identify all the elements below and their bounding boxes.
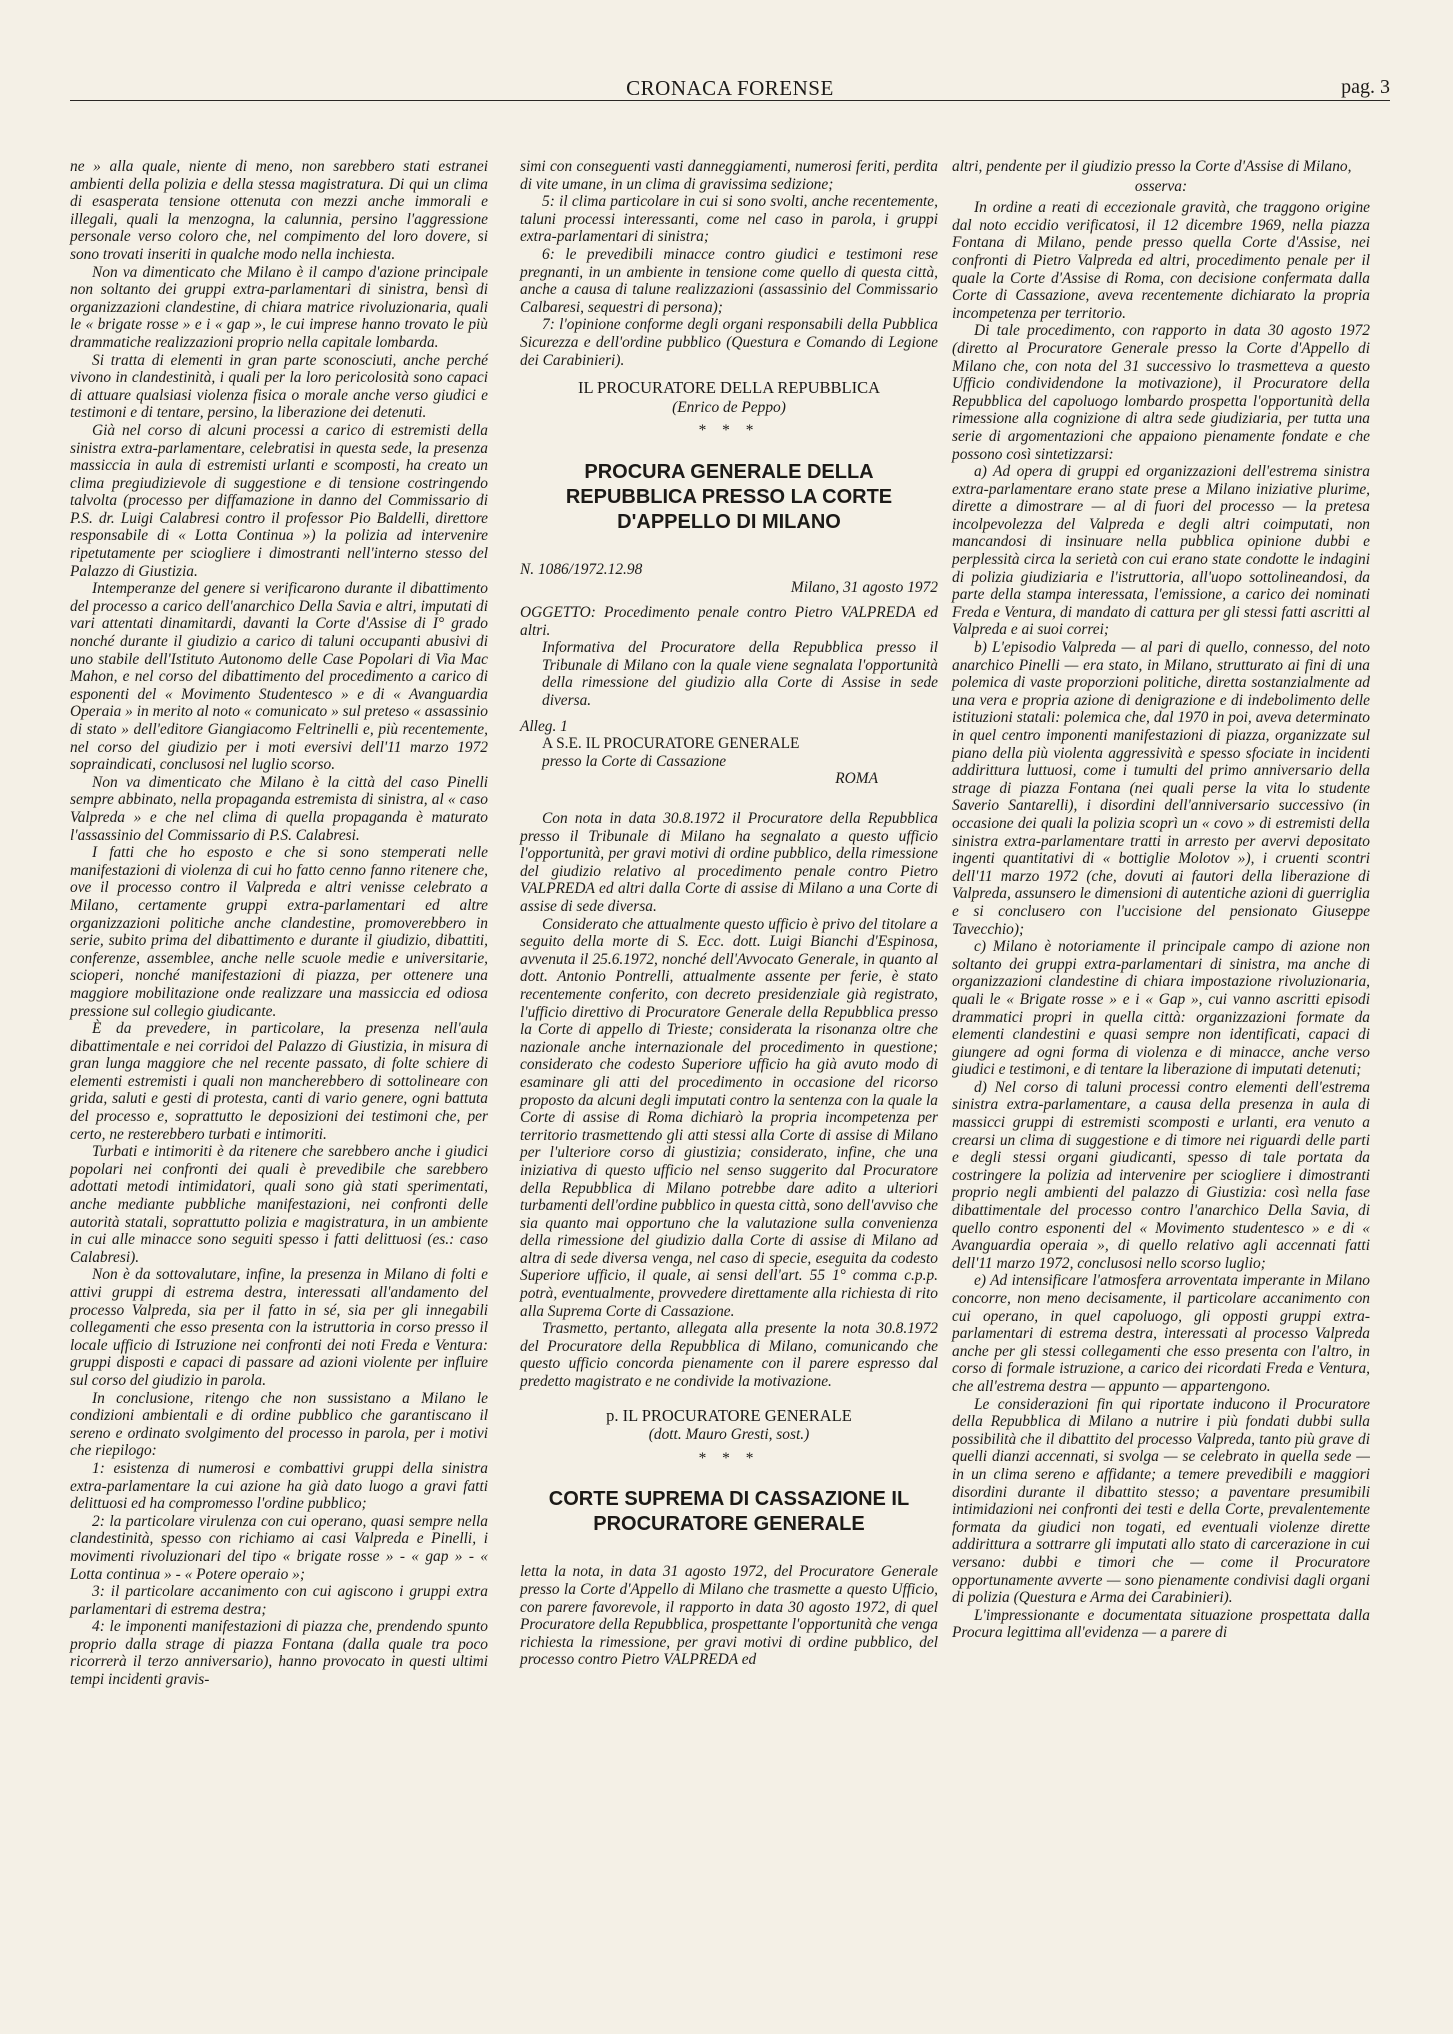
- list-item: simi con conseguenti vasti danneggiamenti, numerosi feriti, perdita di vite umane, in un clima di gravissima sedizione;: [520, 158, 938, 193]
- list-item: 1: esistenza di numerosi e combattivi gruppi della sinistra extra-parlamentare la cui azione ha già dato luogo a gravi fatti delittuosi ed ha compromesso l'ordine pubblico;: [70, 1459, 488, 1513]
- attachment-label: Alleg. 1: [520, 717, 568, 735]
- osserva-label: osserva:: [1134, 177, 1188, 195]
- paragraph: Le considerazioni fin qui riportate inducono il Procuratore della Repubblica di Milano a nutrire i più fondati dubbi sulla possibilità che il dibattito del processo Valpreda, tanto più grave di quelli dianzi accennati, si svolga — se celebrato in quella sede — in un clima sereno e affidante; a temere prevedibili e maggiori disordini durante il dibattito stesso; a paventare presumibili intimidazioni nei confronti dei testi e della Corte, prevalentemente formata da giudici non togati, ed eventuali violenze dirette addirittura a sottrarre gli imputati allo stato di carcerazione in cui versano: dubbi e timori che — come il Procuratore opportunamente avverte — sono pienamente condivisi dagli organi di polizia (Questura e Arma dei Carabinieri).: [952, 1395, 1370, 1607]
- list-item: 2: la particolare virulenza con cui operano, quasi sempre nella clandestinità, spesso con richiamo ai casi Valpreda e Pinelli, i movimenti rivoluzionari del tipo « brigate rosse » - « gap » - « Lotta continua » - « Potere operaio »;: [70, 1512, 488, 1583]
- signature-title: IL PROCURATORE DELLA REPUBBLICA: [577, 378, 881, 398]
- letter-informativa: Informativa del Procuratore della Repubblica presso il Tribunale di Milano con la quale viene segnalata l'opportunità della rimessione del giudizio alla Corte di Assise in sede diversa.: [542, 639, 938, 710]
- paragraph: In ordine a reati di eccezionale gravità, che traggono origine dal noto eccidio verificatosi, il 12 dicembre 1969, nella piazza Fontana di Milano, pende presso quella Corte d'Assise, nei confronti di Pietro Valpreda ed altri, procedimento penale per il quale la Corte d'Assise di Roma, con decisione confermata dalla Corte di Cassazione, aveva recentemente dichiarato la propria incompetenza per territorio.: [952, 199, 1370, 322]
- addressee-city: ROMA: [835, 770, 878, 788]
- paragraph: Non va dimenticato che Milano è la città del caso Pinelli sempre abbinato, nella propaganda estremista di sinistra, al « caso Valpreda » e che nel clima di quella propaganda è maturato l'assassinio del Commissario di P.S. Calabresi.: [70, 773, 488, 844]
- reference-number: N. 1086/1972.12.98: [520, 560, 643, 578]
- paragraph: Non va dimenticato che Milano è il campo d'azione principale non soltanto dei gruppi extra-parlamentari di sinistra, bensì di organizzazioni clandestine, di chiara matrice rivoluzionaria, quali le « brigate rosse » e i « gap », le cui imprese hanno trovato le più drammatiche realizzazioni proprio nella capitale lombarda.: [70, 263, 488, 351]
- paragraph: Trasmetto, pertanto, allegata alla presente la nota 30.8.1972 del Procuratore della Repubblica di Milano, comunicando che questo ufficio concorda pienamente con il parere espresso dal predetto magistrato e ne condivide la motivazione.: [520, 1320, 938, 1391]
- paragraph: Non è da sottovalutare, infine, la presenza in Milano di folti e attivi gruppi di estrema destra, interessati all'andamento del processo Valpreda, sia per il fatto in sé, sia per gli innegabili collegamenti che esso presenta con la istruttoria in corso presso il locale ufficio di Istruzione nei confronti dei noti Freda e Ventura: gruppi disposti e capaci di passare ad azioni violente per influire sul corso del giudizio in parola.: [70, 1266, 488, 1389]
- list-item: 5: il clima particolare in cui si sono svolti, anche recentemente, taluni processi interessanti, come nel caso in parola, i gruppi extra-parlamentari di sinistra;: [520, 193, 938, 246]
- list-item: 6: le prevedibili minacce contro giudici e testimoni rese pregnanti, in un ambiente in tensione come quello di questa città, anche a causa di talune realizzazioni (assassinio del Commissario Calbaresi, sequestri di persona);: [520, 245, 938, 316]
- list-item: 7: l'opinione conforme degli organi responsabili della Pubblica Sicurezza e dell'ordine pubblico (Questura e Comando di Legione dei Carabinieri).: [520, 316, 938, 369]
- list-item: d) Nel corso di taluni processi contro elementi dell'estrema sinistra extra-parlamentare, a causa della presenza in aula di massicci gruppi di estremisti scomposti e urlanti, era venuto a crearsi un clima di suggestione e di timore nei riguardi delle parti e degli stessi organi giudicanti, spesso di tale portata da costringere la polizia ad intervenire per sciogliere i dimostranti proprio negli ambienti del palazzo di Giustizia: così nella fase dibattimentale del processo contro l'anarchico Della Savia, di quello contro esponenti del « Movimento studentesco » e di « Avanguardia operaia », di quello relativo agli accennati fatti dell'11 marzo 1972, conclusosi nello scorso luglio;: [952, 1078, 1370, 1272]
- newspaper-title: CRONACA FORENSE: [626, 76, 834, 100]
- addressee: A S.E. IL PROCURATORE GENERALE: [542, 735, 800, 753]
- addressee: presso la Corte di Cassazione: [542, 752, 727, 770]
- page-header: [70, 70, 1390, 101]
- column-1: [70, 158, 488, 1689]
- column-3: [952, 158, 1370, 1642]
- list-item: b) L'episodio Valpreda — al pari di quello, connesso, del noto anarchico Pinelli — era stato, in Milano, strutturato ai fini di una polemica di vaste proporzioni politiche, diretta sostanzialmente ad una vera e propria azione di denigrazione e di indebolimento delle istituzioni statali: polemica che, dal 1970 in poi, aveva determinato in quel centro imponenti manifestazioni di piazza, organizzate sul piano della più violenta aggressività e spesso sfociate in incidenti addirittura luttuosi, come i tumulti del primo anniversario della strage di piazza Fontana (nei quali perse la vita lo studente Saverio Santarelli), i disordini dell'anniversario successivo (in occasione dei quali la polizia scoprì un « covo » di estremisti della sinistra extra-parlamentare tratti in arresto per avervi depositato ingenti quantitativi di « bottiglie Molotov »), i cruenti scontri dell'11 marzo 1972 (che, dovuti ai fautori della liberazione di Valpreda, assunsero le dimensioni di autentiche azioni di guerriglia e si conclusero con l'uccisione del pensionato Giuseppe Tavecchio);: [952, 639, 1370, 938]
- paragraph: Con nota in data 30.8.1972 il Procuratore della Repubblica presso il Tribunale di Milano ha segnalato a questo ufficio l'opportunità, per gravi motivi di ordine pubblico, della rimessione del giudizio relativo al procedimento penale contro Pietro VALPREDA ed altri dalla Corte di assise di Milano a una Corte di assise di sede diversa.: [520, 810, 938, 915]
- paragraph: Già nel corso di alcuni processi a carico di estremisti della sinistra extra-parlamentare, celebratisi in questa sede, la presenza massiccia in aula di estremisti urlanti e scomposti, ha creato un clima pregiudizievole di suggestione e di tensione costringendo talvolta (processo per diffamazione in danno del Commissario di P.S. dr. Luigi Calabresi contro il professor Pio Baldelli, direttore responsabile di « Lotta Continua ») la polizia ad intervenire ripetutamente per sciogliere i dimostranti nell'interno stesso del Palazzo di Giustizia.: [70, 421, 488, 580]
- paragraph: L'impressionante e documentata situazione prospettata dalla Procura legittima all'evidenza — a parere di: [952, 1606, 1370, 1642]
- section-heading: CORTE SUPREMA DI CASSAZIONE IL PROCURATORE GENERALE: [548, 1488, 910, 1536]
- paragraph: È da prevedere, in particolare, la presenza nell'aula dibattimentale e nei corridoi del Palazzo di Giustizia, in misura di gran lunga maggiore che nel recente passato, di folte schiere di elementi estremisti i quali non mancherebbero di sottolineare con grida, saluti e gesti di protesta, canti di vario genere, ogni battuta del processo e, soprattutto le deposizioni dei testimoni che, per certo, ne resterebbero turbati e intimoriti.: [70, 1020, 488, 1143]
- paragraph: altri, pendente per il giudizio presso la Corte d'Assise di Milano,: [952, 158, 1352, 175]
- signature-title: p. IL PROCURATORE GENERALE: [606, 1405, 852, 1425]
- list-item: c) Milano è notoriamente il principale campo di azione non soltanto dei gruppi extra-parlamentari di sinistra, ma anche di organizzazioni clandestine di chiara impostazione rivoluzionaria, quali le « Brigate rosse » e i « Gap », cui vanno ascritti episodi drammatici propri in quella città: organizzazioni formate da elementi clandestini e quasi sempre non identificati, capaci di giungere ad ogni forma di violenza e di minacce, anche verso giudici e testimoni, e di tentare la liberazione di imputati detenuti;: [952, 938, 1370, 1079]
- paragraph: Si tratta di elementi in gran parte sconosciuti, anche perché vivono in clandestinità, i quali per la loro pericolosità sono capaci di attuare qualsiasi violenza fisica o morale anche verso giudici e testimoni e di tentare, persino, la liberazione dei detenuti.: [70, 351, 488, 422]
- section-separator: * * *: [698, 1449, 760, 1467]
- paragraph: I fatti che ho esposto e che si sono stemperati nelle manifestazioni di violenza di cui ho fatto cenno fanno ritenere che, ove il processo contro il Valpreda e altri venisse celebrato a Milano, certamente gruppi extra-parlamentari ed altre organizzazioni politiche anche clandestine, promoverebbero in serie, subito prima del dibattimento e durante il giudizio, dibattiti, conferenze, assemblee, anche nelle scuole medie e universitarie, scioperi, nonché manifestazioni di piazza, per ottenere una maggiore mobilitazione onde realizzare una massiccia ed odiosa pressione sul collegio giudicante.: [70, 844, 488, 1020]
- section-separator: * * *: [698, 422, 760, 440]
- list-item: 4: le imponenti manifestazioni di piazza che, prendendo spunto proprio dalla strage di piazza Fontana (dalla quale tra poco ricorrerà il terzo anniversario), hanno provocato in questi ultimi tempi incidenti gravis-: [70, 1618, 488, 1689]
- paragraph: Considerato che attualmente questo ufficio è privo del titolare a seguito della morte di S. Ecc. dott. Luigi Bianchi d'Espinosa, avvenuta il 25.6.1972, nonché dell'Avvocato Generale, in quanto al dott. Antonio Pontrelli, attualmente assente per ferie, è stato recentemente conferito, con decreto presidenziale già registrato, l'ufficio direttivo di Procuratore Generale della Repubblica presso la Corte di appello di Trieste; considerata la risonanza oltre che nazionale anche internazionale del procedimento in questione; considerato che codesto Superiore ufficio ha già avuto modo di esaminare gli atti del procedimento in occasione del ricorso proposto da alcuni degli imputati contro la sentenza con la quale la Corte di assise di Roma dichiarò la propria incompetenza per territorio trasmettendo gli atti stessi alla Corte di assise di Milano per l'ulteriore corso di giustizia; considerato, infine, che una iniziativa di questo ufficio nel senso suggerito dal Procuratore della Repubblica di Milano potrebbe dare adito a ulteriori turbamenti dell'ordine pubblico in questa città, sono dell'avviso che sia quanto mai opportuno che la valutazione sulla convenienza della rimessione del giudizio dalla Corte di assise di Milano ad altra di sede diversa venga, nel caso di specie, eseguita da codesto Superiore ufficio, il quale, ai sensi dell'art. 55 1° comma c.p.p. potrà, eventualmente, provvedere direttamente alla richiesta di rito alla Suprema Corte di Cassazione.: [520, 915, 938, 1320]
- column-2: [520, 158, 938, 1669]
- paragraph: letta la nota, in data 31 agosto 1972, del Procuratore Generale presso la Corte d'Appello di Milano che trasmette a questo Ufficio, con parere favorevole, il rapporto in data 30 agosto 1972, di quel Procuratore della Repubblica, prospettante l'opportunità che venga richiesta la rimessione, per gravi motivi di ordine pubblico, del processo contro Pietro VALPREDA ed: [520, 1563, 938, 1669]
- list-item: e) Ad intensificare l'atmosfera arroventata imperante in Milano concorre, non meno decisamente, il particolare accanimento con cui operano, in quel capoluogo, gli opposti gruppi extra-parlamentari di estrema destra, interessati al processo Valpreda anche per gli stessi collegamenti che esso presenta con l'altro, in corso di formale istruzione, a carico dei ricordati Freda e Ventura, che all'estrema destra — appunto — appartengono.: [952, 1272, 1370, 1395]
- letter-subject: OGGETTO: Procedimento penale contro Pietro VALPREDA ed altri.: [520, 604, 938, 639]
- paragraph: Turbati e intimoriti è da ritenere che sarebbero anche i giudici popolari nei confronti dei quali è prevedibile che sarebbero adottati metodi intimidatori, quali sono già stati sperimentati, anche mediante pubbliche manifestazioni, nei confronti delle autorità statali, soprattutto polizia e magistratura, in un ambiente in cui alle minacce sono seguiti spesso i fatti delittuosi (es.: caso Calabresi).: [70, 1143, 488, 1266]
- page-number: pag. 3: [1341, 76, 1390, 98]
- paragraph: Di tale procedimento, con rapporto in data 30 agosto 1972 (diretto al Procuratore Generale presso la Corte d'Appello di Milano che, con nota del 31 successivo lo trasmetteva a questo Ufficio condividendone la motivazione), il Procuratore della Repubblica del capoluogo lombardo prospetta l'opportunità della rimessione alla cognizione di altra sede giudiziaria, per tutta una serie di argomentazioni che appaiono pienamente fondate e che possono così sintetizzarsi:: [952, 322, 1370, 463]
- signature-name: (Enrico de Peppo): [672, 398, 786, 416]
- letter-date: Milano, 31 agosto 1972: [790, 578, 938, 596]
- list-item: 3: il particolare accanimento con cui agiscono i gruppi extra parlamentari di estrema destra;: [70, 1583, 488, 1618]
- signature-name: (dott. Mauro Gresti, sost.): [648, 1426, 810, 1444]
- section-heading: PROCURA GENERALE DELLA REPUBBLICA PRESSO LA CORTE D'APPELLO DI MILANO: [565, 460, 893, 533]
- paragraph: ne » alla quale, niente di meno, non sarebbero stati estranei ambienti della polizia e della stessa magistratura. Di qui un clima di esasperata tensione ottenuta con mezzi anche immorali e illegali, quali la menzogna, la calunnia, persino l'aggressione personale verso coloro che, nel compimento del loro dovere, si sono trovati inseriti in qualche modo nella inchiesta.: [70, 158, 488, 263]
- paragraph: In conclusione, ritengo che non sussistano a Milano le condizioni ambientali e di ordine pubblico che garantiscano il sereno e ordinato svolgimento del processo in parola, per i motivi che riepilogo:: [70, 1389, 488, 1460]
- paragraph: Intemperanze del genere si verificarono durante il dibattimento del processo a carico dell'anarchico Della Savia e altri, imputati di vari attentati dinamitardi, davanti la Corte d'Assise di I° grado nonché durante il giudizio a carico di taluni occupanti abusivi di uno stabile dell'Istituto Autonomo delle Case Popolari di Via Mac Mahon, e nel corso del dibattimento del procedimento a carico di esponenti del « Movimento Studentesco » e di « Avanguardia Operaia » in merito al noto « comunicato » sul preteso « assassinio di stato » dell'editore Giangiacomo Feltrinelli e, più recentemente, nel corso del giudizio per i moti eversivi dell'11 marzo 1972 sopraindicati, conclusosi nel luglio scorso.: [70, 580, 488, 774]
- list-item: a) Ad opera di gruppi ed organizzazioni dell'estrema sinistra extra-parlamentare erano state prese a Milano iniziative plurime, dirette a dimostrare — al di fuori del processo — la pretesa incolpevolezza del Valpreda e degli altri coimputati, non mancandosi di insinuare nella pubblica opinione dubbi e perplessità circa la serietà con cui erano state condotte le indagini di polizia giudiziaria e l'istruttoria, all'uopo sottolineandosi, da parte della stampa interessata, l'emissione, a carico dei nominati Freda e Ventura, di mandato di cattura per gli stessi fatti ascritti al Valpreda e ai suoi correi;: [952, 463, 1370, 639]
